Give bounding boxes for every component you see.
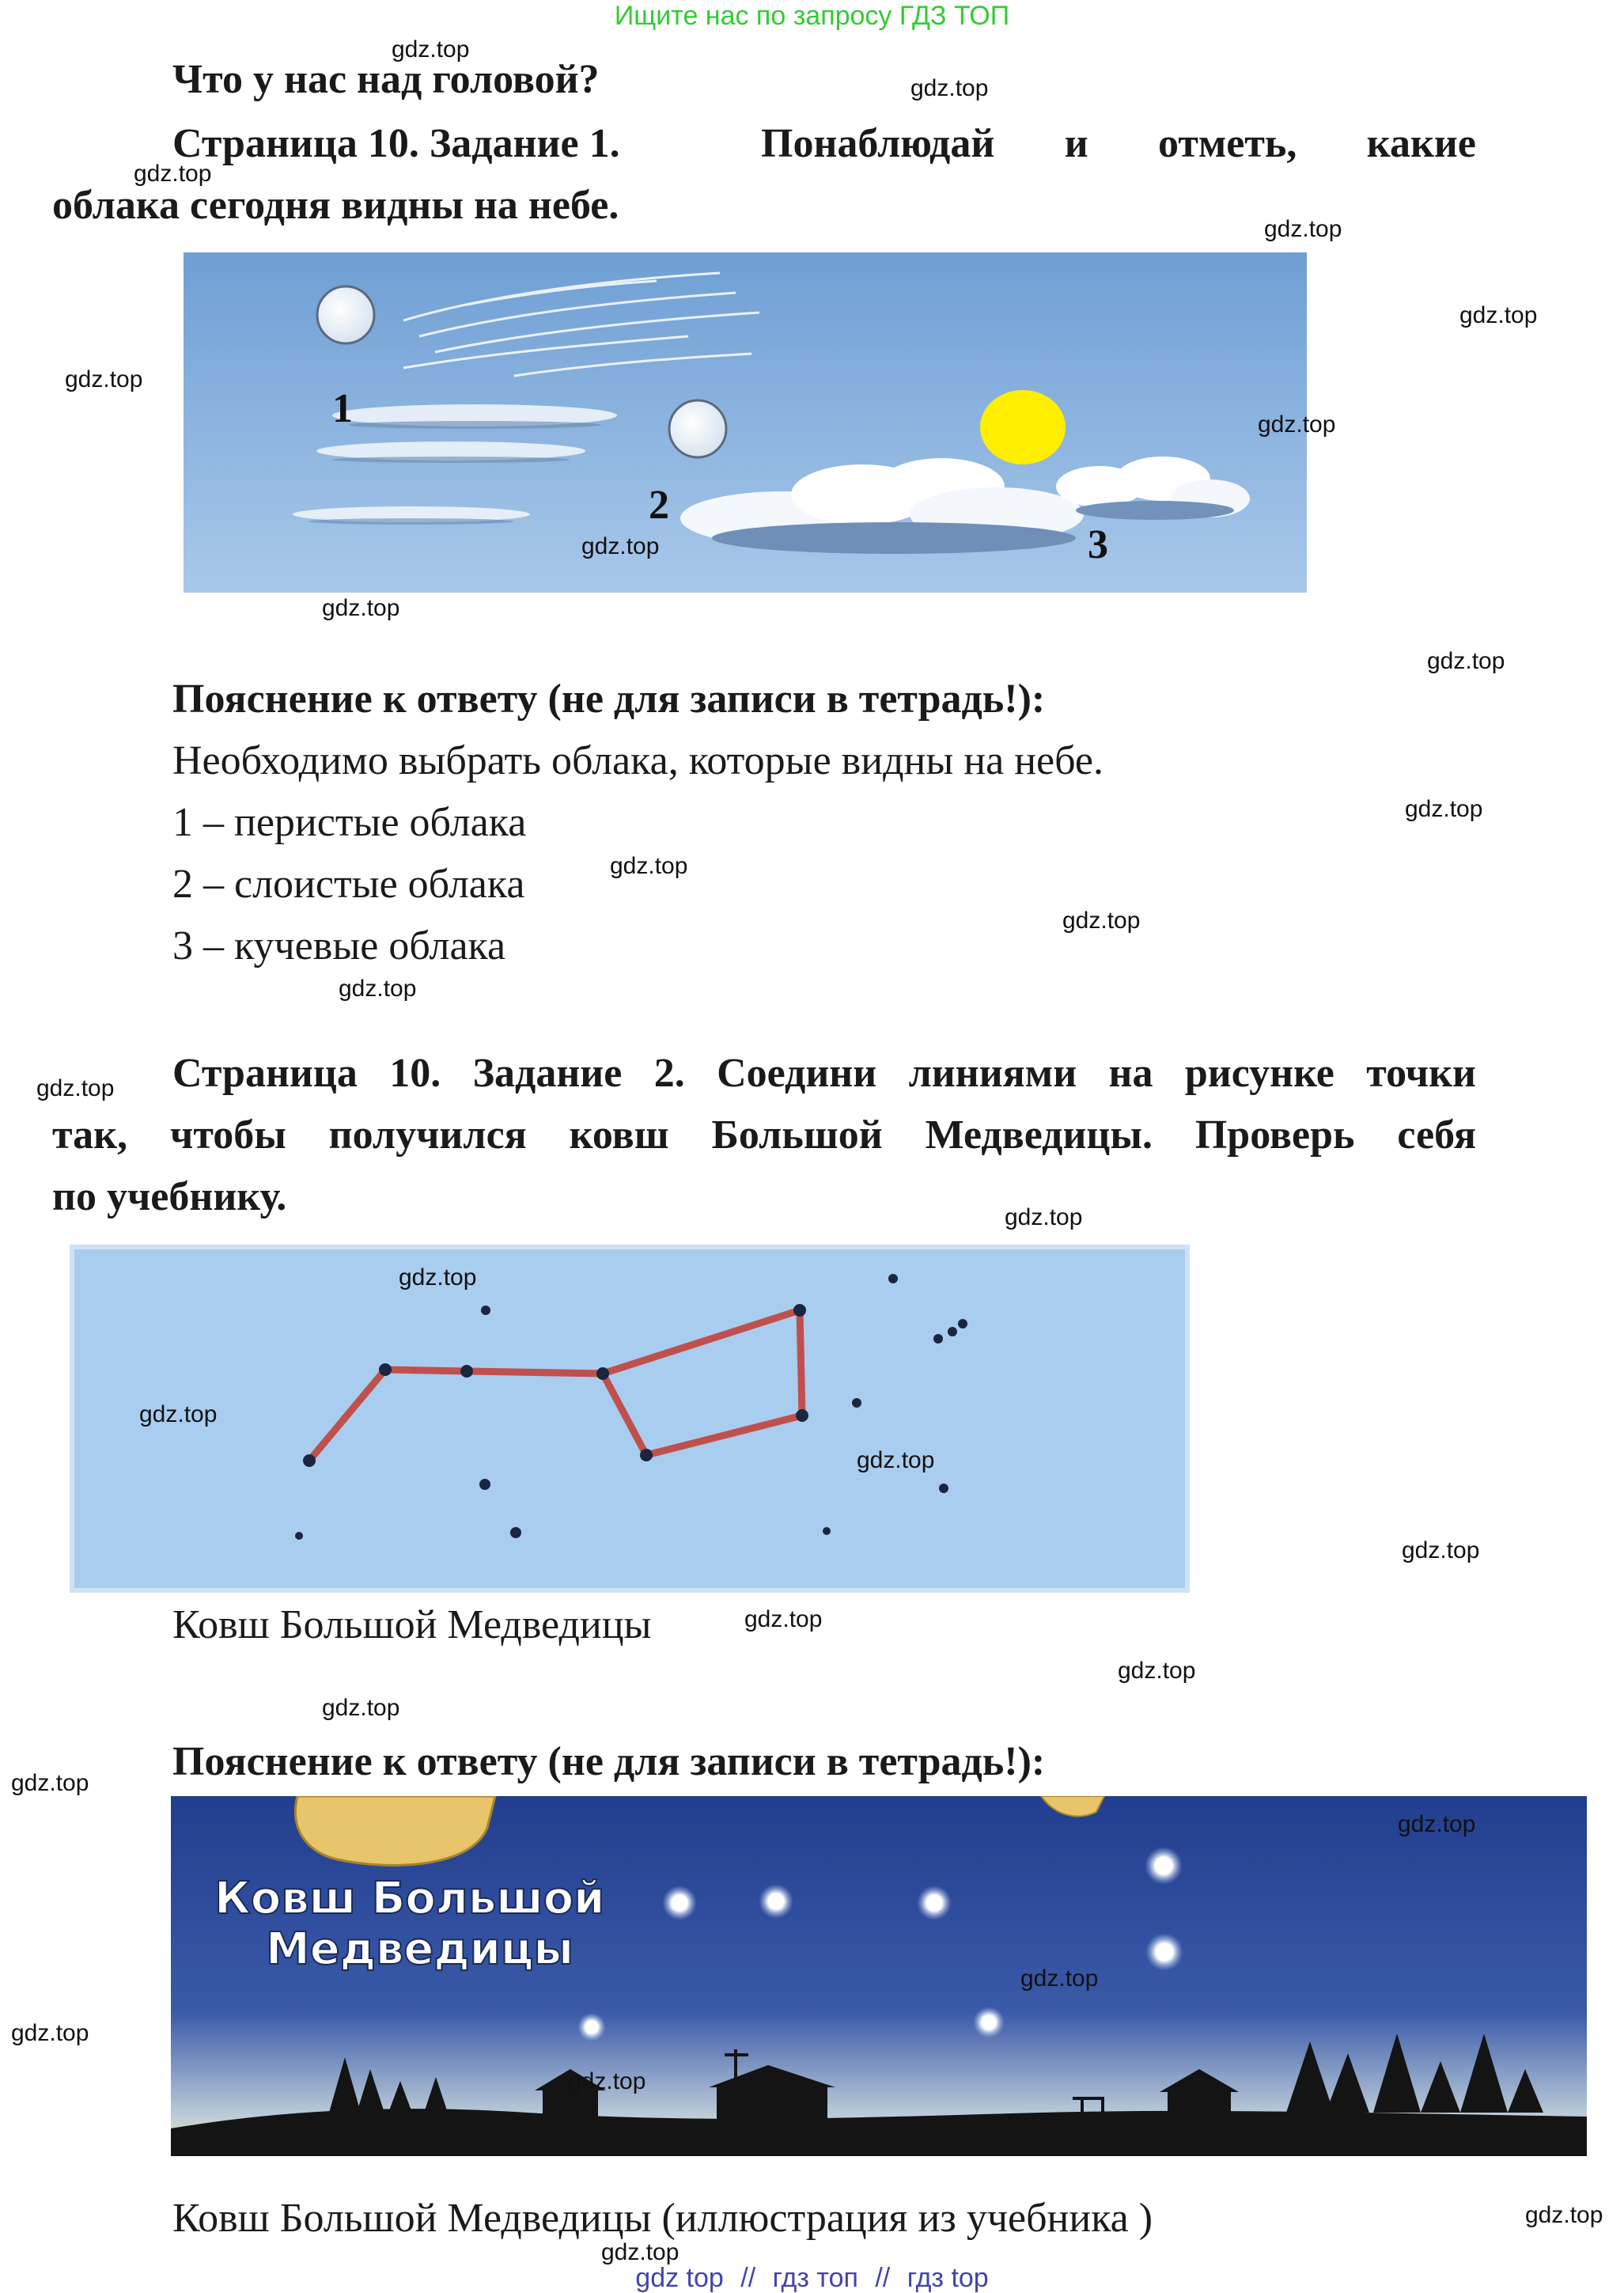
watermark: gdz.top xyxy=(65,366,143,392)
clouds-picture xyxy=(182,249,1309,597)
cloud-label-1: 1 xyxy=(332,386,353,431)
footer-separator: // xyxy=(740,2263,756,2293)
task1-heading-line2: облака сегодня видны на небе. xyxy=(52,183,619,228)
watermark: gdz.top xyxy=(1258,411,1336,438)
footer-links xyxy=(0,2265,1624,2291)
watermark: gdz.top xyxy=(36,1075,115,1101)
watermark: gdz.top xyxy=(857,1447,935,1473)
explain1-intro: Необходимо выбрать облака, которые видны на небе. xyxy=(172,738,1103,783)
task2-heading-line3: по учебнику. xyxy=(52,1174,287,1219)
sun-marker xyxy=(980,390,1066,464)
textbook-illustration xyxy=(171,1796,1587,2156)
circle-marker-1 xyxy=(317,286,374,343)
cloud-label-2: 2 xyxy=(649,483,669,528)
watermark: gdz.top xyxy=(1427,648,1505,674)
watermark: gdz.top xyxy=(399,1264,477,1291)
watermark: gdz.top xyxy=(581,533,660,559)
explain2-heading: Пояснение к ответу (не для записи в тетрадь!): xyxy=(172,1739,1046,1784)
illustration-title-line1: Ковш Большой xyxy=(214,1873,605,1924)
task1-heading-left: Страница 10. Задание 1. xyxy=(172,121,620,166)
footer-link[interactable]: gdz top xyxy=(635,2263,724,2293)
task1-word: Понаблюдай xyxy=(761,121,995,166)
watermark: gdz.top xyxy=(1398,1811,1476,1837)
watermark: gdz.top xyxy=(322,595,400,621)
watermark: gdz.top xyxy=(139,1401,218,1427)
watermark: gdz.top xyxy=(601,2239,680,2265)
cloud-label-3: 3 xyxy=(1088,522,1108,567)
watermark: gdz.top xyxy=(1405,796,1483,822)
watermark: gdz.top xyxy=(1005,1204,1083,1230)
task1-heading-right xyxy=(761,113,1476,175)
task2-heading-line1: Страница 10. Задание 2. Соедини линиями на рисунке точки xyxy=(172,1051,1476,1096)
explain2-caption: Ковш Большой Медведицы (иллюстрация из учебника ) xyxy=(172,2196,1153,2241)
explain1-item-2: 2 – слоистые облака xyxy=(172,862,525,907)
footer-separator: // xyxy=(875,2263,891,2293)
footer-link[interactable]: гдз топ xyxy=(772,2263,858,2293)
task1-word: и xyxy=(1064,121,1088,166)
watermark: gdz.top xyxy=(134,161,212,187)
watermark: gdz.top xyxy=(910,75,989,101)
explain1-item-1: 1 – перистые облака xyxy=(172,800,527,845)
watermark: gdz.top xyxy=(744,1606,823,1632)
task2-heading-line2: так, чтобы получился ковш Большой Медведицы. Проверь себя xyxy=(52,1112,1476,1158)
watermark: gdz.top xyxy=(1264,216,1342,242)
watermark: gdz.top xyxy=(1118,1658,1196,1684)
task1-word: какие xyxy=(1366,121,1476,166)
explain1-heading: Пояснение к ответу (не для записи в тетрадь!): xyxy=(172,677,1046,722)
circle-marker-2 xyxy=(669,400,726,457)
illustration-title-line2: Медведицы xyxy=(266,1923,574,1975)
watermark: gdz.top xyxy=(1525,2202,1603,2228)
watermark: gdz.top xyxy=(339,976,417,1002)
watermark: gdz.top xyxy=(1062,908,1141,934)
watermark: gdz.top xyxy=(322,1695,400,1721)
top-banner[interactable]: Ищите нас по запросу ГДЗ ТОП xyxy=(614,1,1010,31)
task2-caption: Ковш Большой Медведицы xyxy=(172,1602,652,1647)
page-title: Что у нас над головой? xyxy=(172,57,600,102)
watermark: gdz.top xyxy=(11,2020,89,2046)
watermark: gdz.top xyxy=(1459,302,1538,328)
watermark: gdz.top xyxy=(610,853,688,879)
task1-word: отметь, xyxy=(1158,121,1297,166)
watermark: gdz.top xyxy=(1020,1965,1099,1992)
watermark: gdz.top xyxy=(11,1770,89,1796)
watermark: gdz.top xyxy=(1402,1537,1480,1563)
watermark: gdz.top xyxy=(392,36,470,63)
watermark: gdz.top xyxy=(568,2068,646,2094)
footer-link[interactable]: гдз top xyxy=(907,2263,989,2293)
explain1-item-3: 3 – кучевые облака xyxy=(172,923,506,968)
constellation-worksheet xyxy=(67,1234,1230,1606)
